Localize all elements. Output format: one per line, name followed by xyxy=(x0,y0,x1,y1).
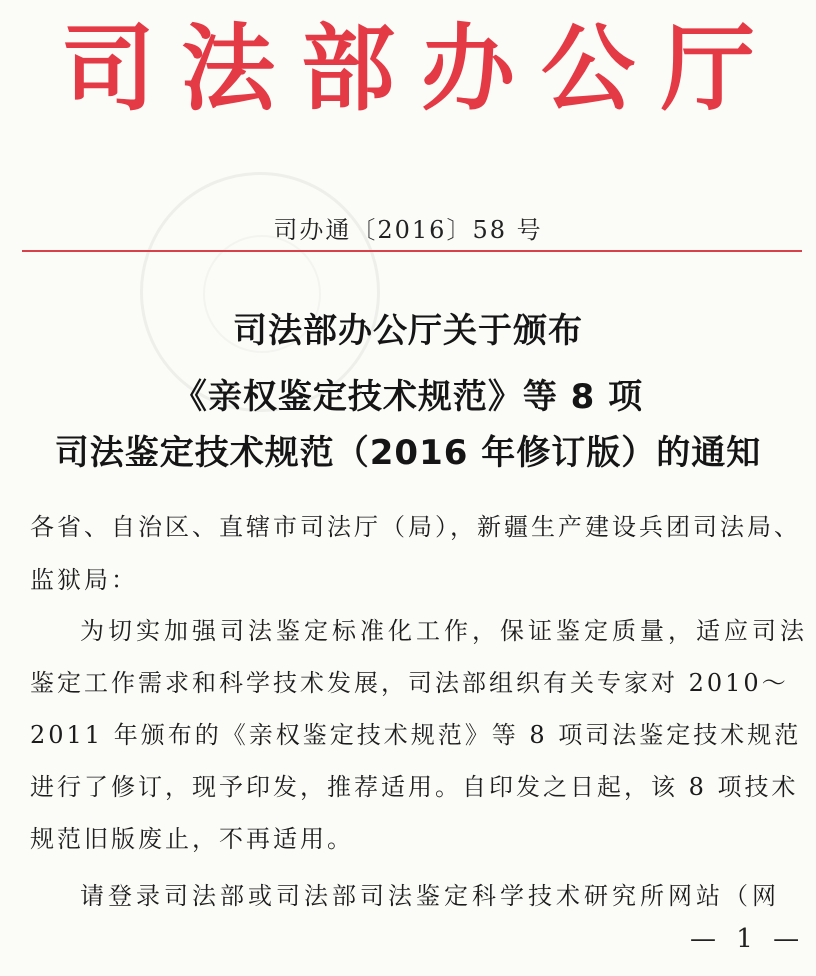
body-line-2: 鉴定工作需求和科学技术发展，司法部组织有关专家对 2010～ xyxy=(30,669,789,697)
title-line-3: 司法鉴定技术规范（2016 年修订版）的通知 xyxy=(54,433,762,473)
body-line-6: 请登录司法部或司法部司法鉴定科学技术研究所网站（网 xyxy=(80,882,780,910)
body-line-3: 2011 年颁布的《亲权鉴定技术规范》等 8 项司法鉴定技术规范 xyxy=(30,721,802,749)
org-header-title: 司法部办公厅 xyxy=(60,15,781,124)
title-line-2: 《亲权鉴定技术规范》等 8 项 xyxy=(172,377,644,417)
document-number: 司办通〔2016〕58 号 xyxy=(273,216,543,244)
page-number: — 1 — xyxy=(690,924,806,954)
title-line-1: 司法部办公厅关于颁布 xyxy=(233,311,583,351)
addressee-line-1: 各省、自治区、直辖市司法厅（局），新疆生产建设兵团司法局、 xyxy=(30,513,801,541)
body-line-4: 进行了修订，现予印发，推荐适用。自印发之日起，该 8 项技术 xyxy=(30,773,799,801)
red-divider-line xyxy=(22,250,802,252)
body-line-1: 为切实加强司法鉴定标准化工作，保证鉴定质量，适应司法 xyxy=(80,617,808,645)
addressee-line-2: 监狱局： xyxy=(30,566,138,594)
body-line-5: 规范旧版废止，不再适用。 xyxy=(30,825,354,853)
